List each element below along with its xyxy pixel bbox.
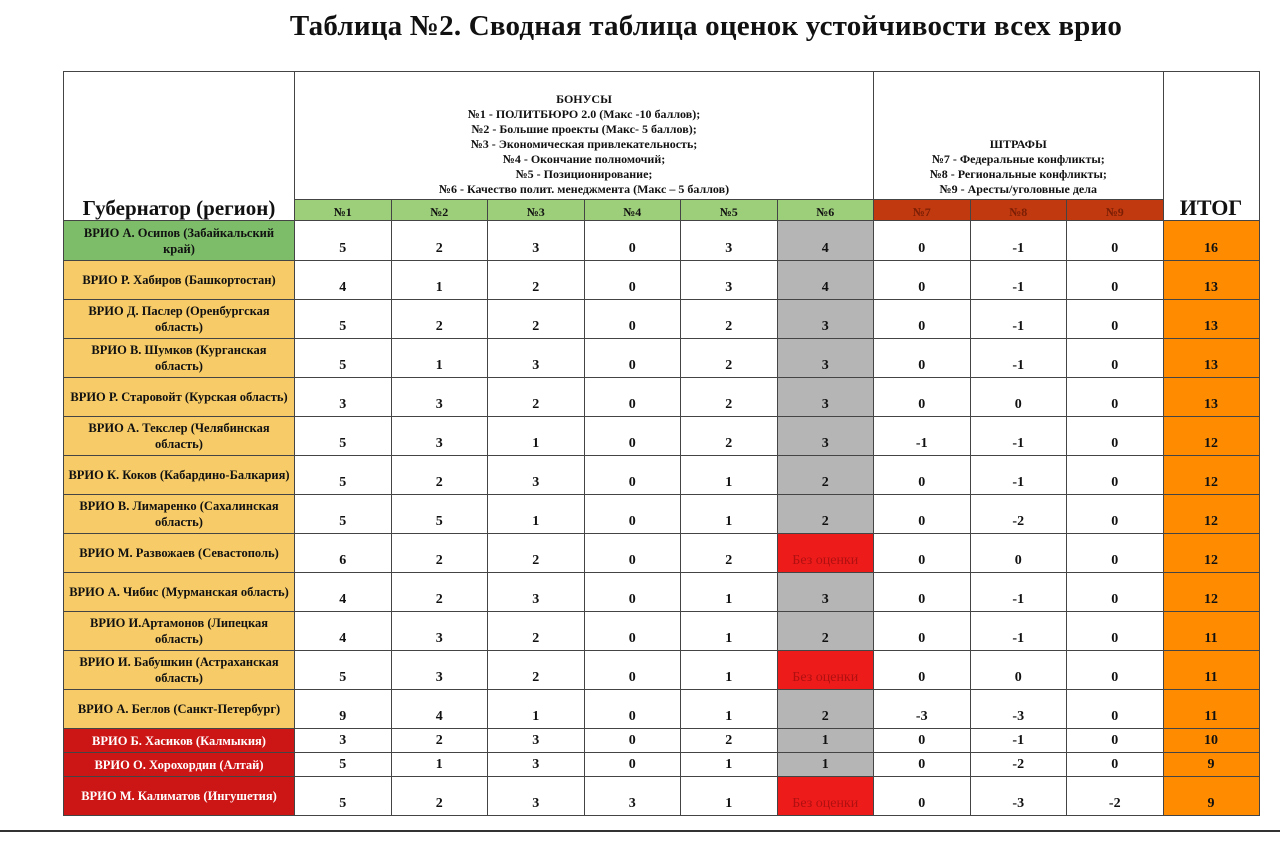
governor-cell: ВРИО И. Бабушкин (Астраханская область) [64, 651, 295, 690]
score-cell-1: 3 [295, 378, 392, 417]
score-cell-7: 0 [874, 378, 971, 417]
penalty-legend-line: №7 - Федеральные конфликты; [931, 152, 1105, 166]
score-cell-4: 0 [584, 261, 681, 300]
score-cell-9: 0 [1067, 261, 1164, 300]
governor-cell: ВРИО Д. Паслер (Оренбургская область) [64, 300, 295, 339]
table-body [64, 72, 1260, 816]
score-cell-7: 0 [874, 221, 971, 261]
total-cell: 11 [1163, 612, 1259, 651]
table-row [64, 495, 1260, 534]
score-cell-1: 5 [295, 456, 392, 495]
bonus-legend-line: №1 - ПОЛИТБЮРО 2.0 (Макс -10 баллов); [467, 107, 701, 121]
score-cell-9: 0 [1067, 495, 1164, 534]
score-cell-9: 0 [1067, 300, 1164, 339]
governor-cell: ВРИО А. Текслер (Челябинская область) [64, 417, 295, 456]
score-cell-8: 0 [970, 651, 1067, 690]
score-cell-2: 3 [391, 417, 488, 456]
score-cell-9: -2 [1067, 777, 1164, 816]
column-number-2: №2 [391, 200, 488, 221]
score-cell-5: 1 [681, 777, 778, 816]
column-number-7: №7 [874, 200, 971, 221]
column-number-1: №1 [295, 200, 392, 221]
score-cell-7: 0 [874, 456, 971, 495]
score-cell-7: 0 [874, 651, 971, 690]
score-cell-1: 5 [295, 417, 392, 456]
penalty-header [874, 72, 1164, 200]
score-cell-1: 5 [295, 300, 392, 339]
bonus-legend-line: №3 - Экономическая привлекательность; [470, 137, 698, 151]
score-cell-4: 0 [584, 456, 681, 495]
score-cell-6: 3 [777, 300, 874, 339]
column-number-6: №6 [777, 200, 874, 221]
score-cell-8: 0 [970, 378, 1067, 417]
score-cell-2: 3 [391, 612, 488, 651]
score-cell-3: 3 [488, 339, 585, 378]
score-cell-2: 5 [391, 495, 488, 534]
score-cell-5: 2 [681, 417, 778, 456]
bonus-legend-line: №5 - Позиционирование; [515, 167, 653, 181]
score-cell-2: 3 [391, 651, 488, 690]
score-cell-5: 1 [681, 573, 778, 612]
score-cell-7: 0 [874, 573, 971, 612]
score-cell-8: -3 [970, 690, 1067, 729]
score-cell-4: 0 [584, 651, 681, 690]
score-cell-2: 2 [391, 534, 488, 573]
score-cell-4: 0 [584, 495, 681, 534]
score-cell-3: 3 [488, 753, 585, 777]
score-cell-2: 2 [391, 456, 488, 495]
score-cell-9: 0 [1067, 690, 1164, 729]
governor-cell: ВРИО Р. Старовойт (Курская область) [64, 378, 295, 417]
table-row [64, 690, 1260, 729]
score-cell-8: -1 [970, 417, 1067, 456]
score-cell-5: 1 [681, 495, 778, 534]
score-cell-1: 4 [295, 573, 392, 612]
score-cell-3: 3 [488, 573, 585, 612]
score-cell-6: Без оценки [777, 777, 874, 816]
score-cell-5: 1 [681, 651, 778, 690]
total-cell: 12 [1163, 534, 1259, 573]
score-cell-1: 6 [295, 534, 392, 573]
total-cell: 12 [1163, 573, 1259, 612]
score-cell-2: 2 [391, 221, 488, 261]
governor-cell: ВРИО А. Беглов (Санкт-Петербург) [64, 690, 295, 729]
score-cell-9: 0 [1067, 729, 1164, 753]
score-cell-8: 0 [970, 534, 1067, 573]
governor-cell: ВРИО В. Лимаренко (Сахалинская область) [64, 495, 295, 534]
score-cell-2: 2 [391, 300, 488, 339]
score-cell-8: -1 [970, 221, 1067, 261]
total-cell: 9 [1163, 753, 1259, 777]
total-column-header: ИТОГ [1163, 72, 1259, 221]
score-cell-4: 0 [584, 339, 681, 378]
score-cell-7: 0 [874, 495, 971, 534]
score-cell-7: 0 [874, 339, 971, 378]
score-cell-9: 0 [1067, 753, 1164, 777]
score-cell-6: 3 [777, 378, 874, 417]
total-cell: 13 [1163, 339, 1259, 378]
scores-table [63, 71, 1260, 816]
score-cell-6: Без оценки [777, 651, 874, 690]
score-cell-1: 5 [295, 221, 392, 261]
score-cell-5: 1 [681, 612, 778, 651]
score-cell-3: 2 [488, 300, 585, 339]
total-cell: 11 [1163, 690, 1259, 729]
score-cell-6: 3 [777, 573, 874, 612]
total-cell: 16 [1163, 221, 1259, 261]
score-cell-3: 3 [488, 221, 585, 261]
score-cell-7: 0 [874, 612, 971, 651]
governor-cell: ВРИО М. Развожаев (Севастополь) [64, 534, 295, 573]
score-cell-2: 2 [391, 777, 488, 816]
score-cell-6: 2 [777, 456, 874, 495]
score-cell-8: -2 [970, 495, 1067, 534]
total-cell: 12 [1163, 417, 1259, 456]
score-cell-8: -3 [970, 777, 1067, 816]
total-cell: 13 [1163, 300, 1259, 339]
total-cell: 12 [1163, 456, 1259, 495]
governor-cell: ВРИО А. Чибис (Мурманская область) [64, 573, 295, 612]
penalty-legend [874, 137, 1163, 197]
table-row [64, 612, 1260, 651]
score-cell-9: 0 [1067, 573, 1164, 612]
total-cell: 11 [1163, 651, 1259, 690]
score-cell-8: -1 [970, 339, 1067, 378]
score-cell-4: 0 [584, 300, 681, 339]
score-cell-8: -1 [970, 261, 1067, 300]
total-cell: 12 [1163, 495, 1259, 534]
score-cell-5: 2 [681, 378, 778, 417]
score-cell-3: 3 [488, 729, 585, 753]
governor-cell: ВРИО А. Осипов (Забайкальский край) [64, 221, 295, 261]
score-cell-7: -1 [874, 417, 971, 456]
score-cell-8: -1 [970, 456, 1067, 495]
score-cell-5: 2 [681, 300, 778, 339]
score-cell-3: 1 [488, 495, 585, 534]
score-cell-3: 2 [488, 534, 585, 573]
score-cell-7: 0 [874, 753, 971, 777]
table-row [64, 534, 1260, 573]
score-cell-9: 0 [1067, 378, 1164, 417]
score-cell-6: 4 [777, 261, 874, 300]
score-cell-3: 2 [488, 651, 585, 690]
score-cell-3: 2 [488, 378, 585, 417]
score-cell-4: 0 [584, 417, 681, 456]
governor-cell: ВРИО О. Хорохордин (Алтай) [64, 753, 295, 777]
score-cell-9: 0 [1067, 651, 1164, 690]
score-cell-5: 2 [681, 729, 778, 753]
score-cell-5: 2 [681, 534, 778, 573]
table-row [64, 221, 1260, 261]
governor-column-header: Губернатор (регион) [64, 72, 295, 221]
score-cell-8: -1 [970, 573, 1067, 612]
score-cell-5: 1 [681, 690, 778, 729]
score-cell-1: 5 [295, 339, 392, 378]
score-cell-1: 3 [295, 729, 392, 753]
score-cell-6: 4 [777, 221, 874, 261]
table-row [64, 261, 1260, 300]
score-cell-6: 3 [777, 339, 874, 378]
total-cell: 9 [1163, 777, 1259, 816]
total-cell: 13 [1163, 261, 1259, 300]
table-row [64, 378, 1260, 417]
score-cell-6: 2 [777, 612, 874, 651]
score-cell-2: 2 [391, 729, 488, 753]
score-cell-5: 3 [681, 221, 778, 261]
column-number-5: №5 [681, 200, 778, 221]
score-cell-3: 3 [488, 456, 585, 495]
score-cell-2: 2 [391, 573, 488, 612]
governor-cell: ВРИО К. Коков (Кабардино-Балкария) [64, 456, 295, 495]
score-cell-7: 0 [874, 777, 971, 816]
score-cell-1: 9 [295, 690, 392, 729]
table-row [64, 417, 1260, 456]
score-cell-5: 1 [681, 753, 778, 777]
header-row [64, 72, 1260, 200]
score-cell-3: 2 [488, 261, 585, 300]
column-number-4: №4 [584, 200, 681, 221]
score-cell-7: 0 [874, 300, 971, 339]
score-cell-2: 3 [391, 378, 488, 417]
table-row [64, 729, 1260, 753]
score-cell-9: 0 [1067, 456, 1164, 495]
score-cell-3: 1 [488, 417, 585, 456]
table-row [64, 573, 1260, 612]
table-row [64, 339, 1260, 378]
score-cell-8: -2 [970, 753, 1067, 777]
column-number-9: №9 [1067, 200, 1164, 221]
bonus-legend [295, 92, 873, 197]
score-cell-1: 4 [295, 261, 392, 300]
governor-cell: ВРИО М. Калиматов (Ингушетия) [64, 777, 295, 816]
penalty-legend-line: №9 - Аресты/уголовные дела [939, 182, 1097, 196]
total-cell: 10 [1163, 729, 1259, 753]
score-cell-1: 5 [295, 753, 392, 777]
score-cell-6: Без оценки [777, 534, 874, 573]
score-cell-1: 5 [295, 651, 392, 690]
column-number-8: №8 [970, 200, 1067, 221]
score-cell-8: -1 [970, 729, 1067, 753]
score-cell-6: 2 [777, 495, 874, 534]
score-cell-6: 1 [777, 729, 874, 753]
score-cell-9: 0 [1067, 221, 1164, 261]
table-row [64, 753, 1260, 777]
score-cell-4: 0 [584, 753, 681, 777]
table-row [64, 300, 1260, 339]
score-cell-4: 0 [584, 612, 681, 651]
bonus-legend-line: БОНУСЫ [556, 92, 612, 106]
score-cell-7: 0 [874, 261, 971, 300]
penalty-legend-line: ШТРАФЫ [989, 137, 1047, 151]
score-cell-9: 0 [1067, 612, 1164, 651]
score-cell-1: 4 [295, 612, 392, 651]
page-title: Таблица №2. Сводная таблица оценок устойчивости всех врио [289, 10, 1123, 42]
governor-cell: ВРИО В. Шумков (Курганская область) [64, 339, 295, 378]
table-row [64, 456, 1260, 495]
score-cell-4: 0 [584, 534, 681, 573]
score-cell-4: 0 [584, 378, 681, 417]
column-number-3: №3 [488, 200, 585, 221]
score-cell-5: 1 [681, 456, 778, 495]
page-bottom-divider [0, 830, 1280, 832]
score-cell-2: 1 [391, 753, 488, 777]
score-cell-7: 0 [874, 534, 971, 573]
score-cell-3: 2 [488, 612, 585, 651]
total-cell: 13 [1163, 378, 1259, 417]
governor-cell: ВРИО И.Артамонов (Липецкая область) [64, 612, 295, 651]
score-cell-1: 5 [295, 495, 392, 534]
score-cell-3: 3 [488, 777, 585, 816]
score-cell-4: 3 [584, 777, 681, 816]
score-cell-4: 0 [584, 729, 681, 753]
score-cell-2: 1 [391, 261, 488, 300]
score-cell-3: 1 [488, 690, 585, 729]
score-cell-5: 2 [681, 339, 778, 378]
governor-cell: ВРИО Р. Хабиров (Башкортостан) [64, 261, 295, 300]
governor-cell: ВРИО Б. Хасиков (Калмыкия) [64, 729, 295, 753]
score-cell-6: 1 [777, 753, 874, 777]
score-cell-4: 0 [584, 573, 681, 612]
score-cell-5: 3 [681, 261, 778, 300]
score-cell-8: -1 [970, 300, 1067, 339]
score-cell-1: 5 [295, 777, 392, 816]
bonus-legend-line: №2 - Большие проекты (Макс- 5 баллов); [471, 122, 697, 136]
score-cell-9: 0 [1067, 417, 1164, 456]
score-cell-6: 3 [777, 417, 874, 456]
bonus-legend-line: №6 - Качество полит. менеджмента (Макс – 5 баллов) [438, 182, 730, 196]
table-row [64, 651, 1260, 690]
score-cell-6: 2 [777, 690, 874, 729]
table-row [64, 777, 1260, 816]
bonus-header [295, 72, 874, 200]
score-cell-9: 0 [1067, 534, 1164, 573]
score-cell-2: 4 [391, 690, 488, 729]
penalty-legend-line: №8 - Региональные конфликты; [929, 167, 1107, 181]
score-cell-9: 0 [1067, 339, 1164, 378]
score-cell-4: 0 [584, 221, 681, 261]
bonus-legend-line: №4 - Окончание полномочий; [502, 152, 666, 166]
score-cell-2: 1 [391, 339, 488, 378]
score-cell-4: 0 [584, 690, 681, 729]
score-cell-7: -3 [874, 690, 971, 729]
title-wrap [0, 0, 1280, 50]
score-cell-7: 0 [874, 729, 971, 753]
score-cell-8: -1 [970, 612, 1067, 651]
